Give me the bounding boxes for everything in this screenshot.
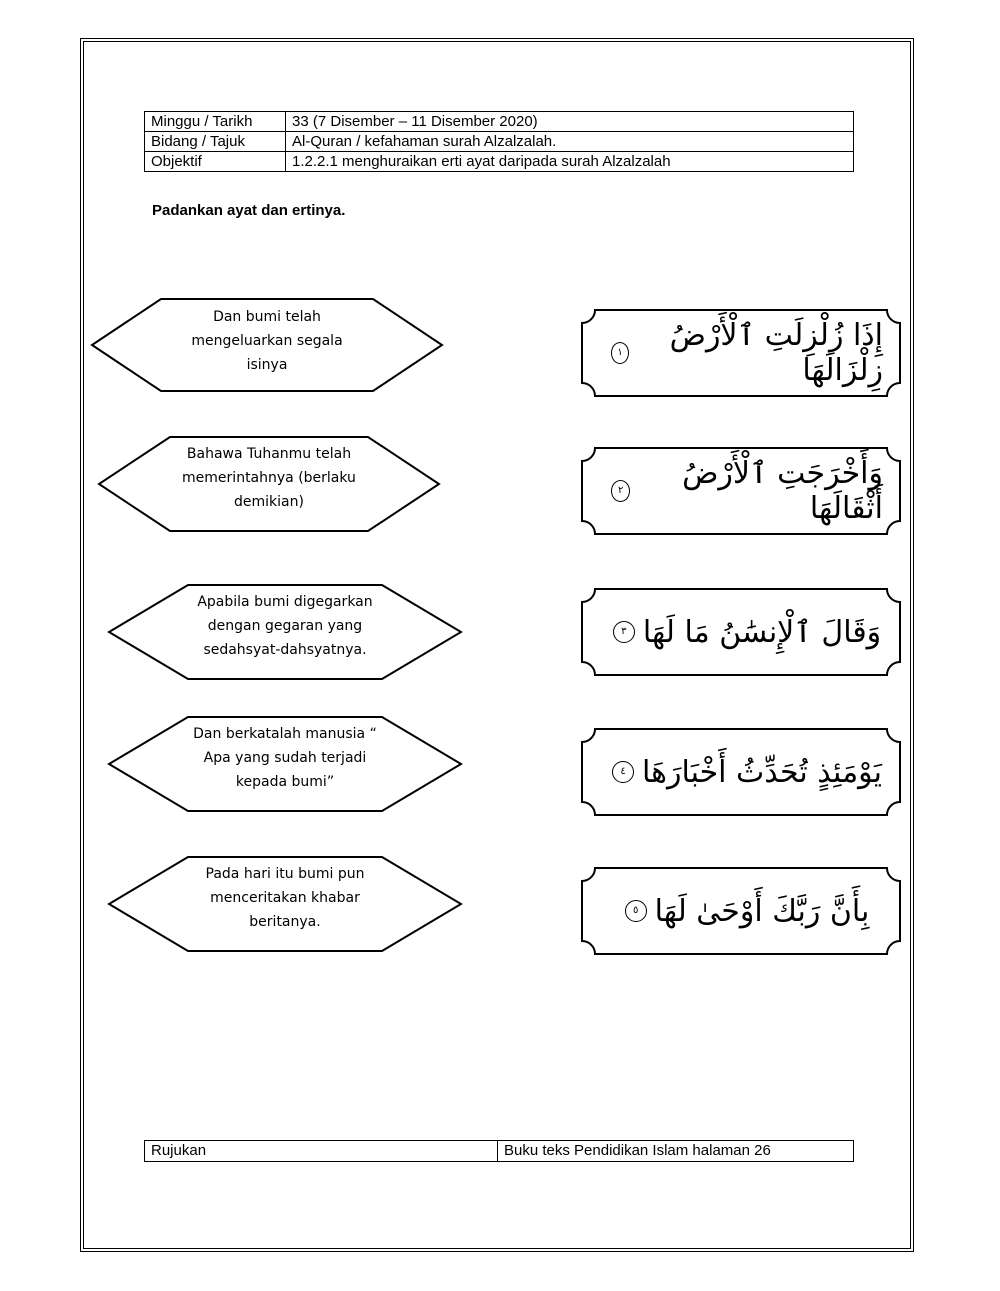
reference-row	[145, 1141, 854, 1162]
reference-table	[144, 1140, 854, 1162]
verse-number-icon: ١	[611, 342, 629, 364]
verse-card-2[interactable]	[581, 447, 901, 535]
info-value: 33 (7 Disember – 11 Disember 2020)	[286, 112, 854, 132]
info-label: Bidang / Tajuk	[145, 132, 286, 152]
verse-line	[611, 309, 883, 397]
verse-card-4[interactable]	[581, 728, 901, 816]
verse-text: يَوْمَئِذٍ تُحَدِّثُ أَخْبَارَهَا	[642, 754, 883, 790]
info-row-minggu	[145, 112, 854, 132]
verse-card-3[interactable]	[581, 588, 901, 676]
verse-card-5[interactable]	[581, 867, 901, 955]
reference-label: Rujukan	[145, 1141, 498, 1162]
meaning-card-2[interactable]	[98, 436, 440, 532]
info-table	[144, 111, 854, 172]
meaning-text: Bahawa Tuhanmu telah memerintahnya (berlaku demikian)	[182, 446, 356, 510]
info-label: Minggu / Tarikh	[145, 112, 286, 132]
reference-value: Buku teks Pendidikan Islam halaman 26	[498, 1141, 854, 1162]
info-value: Al-Quran / kefahaman surah Alzalzalah.	[286, 132, 854, 152]
meaning-text: Dan bumi telah mengeluarkan segala isinya	[191, 309, 343, 373]
instruction: Padankan ayat dan ertinya.	[152, 202, 346, 219]
meaning-card-4[interactable]	[108, 716, 462, 812]
info-value: 1.2.2.1 menghuraikan erti ayat daripada surah Alzalzalah	[286, 152, 854, 172]
info-label: Objektif	[145, 152, 286, 172]
verse-text: وَأَخْرَجَتِ ٱلْأَرْضُ أَثْقَالَهَا	[682, 456, 883, 526]
verse-number-icon: ٢	[611, 480, 630, 502]
meaning-text: Dan berkatalah manusia “ Apa yang sudah terjadi kepada bumi”	[193, 726, 377, 790]
info-row-objektif	[145, 152, 854, 172]
verse-line	[611, 867, 883, 955]
info-row-bidang	[145, 132, 854, 152]
verse-text: بِأَنَّ رَبَّكَ أَوْحَىٰ لَهَا	[654, 893, 870, 929]
verse-text: وَقَالَ ٱلْإِنسَٰنُ مَا لَهَا	[642, 614, 882, 650]
verse-number-icon: ٤	[612, 761, 634, 783]
verse-text: إِذَا زُلْزِلَتِ ٱلْأَرْضُ زِلْزَالَهَا	[669, 318, 883, 388]
meaning-text: Pada hari itu bumi pun menceritakan khabar beritanya.	[205, 866, 365, 930]
meaning-text: Apabila bumi digegarkan dengan gegaran yang sedahsyat-dahsyatnya.	[197, 594, 373, 658]
meaning-card-3[interactable]	[108, 584, 462, 680]
meaning-card-1[interactable]	[91, 298, 443, 392]
verse-card-1[interactable]	[581, 309, 901, 397]
verse-line	[611, 588, 883, 676]
meaning-card-5[interactable]	[108, 856, 462, 952]
verse-line	[611, 447, 883, 535]
verse-number-icon: ٥	[625, 900, 647, 922]
verse-line	[611, 728, 883, 816]
verse-number-icon: ٣	[613, 621, 635, 643]
